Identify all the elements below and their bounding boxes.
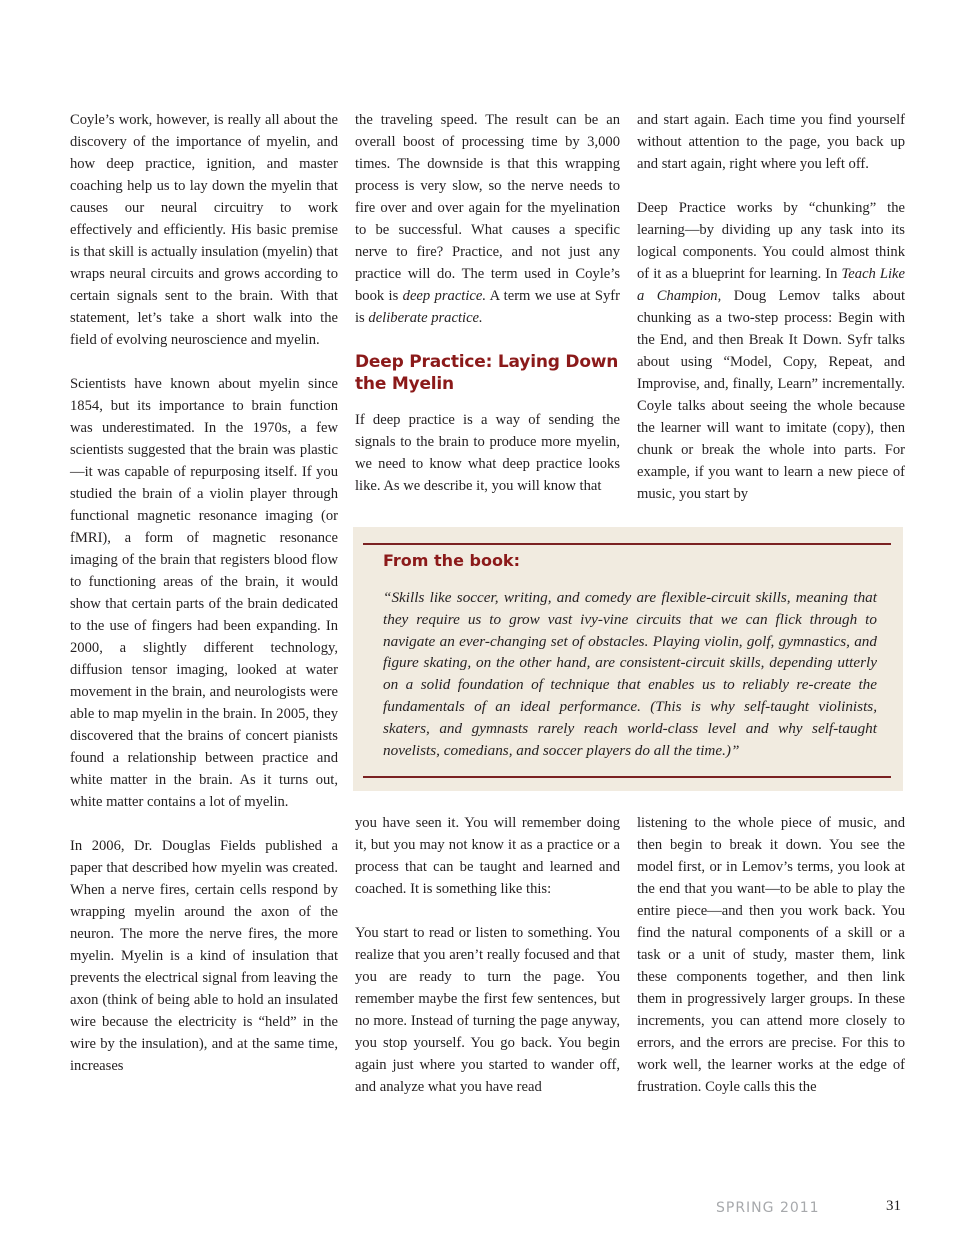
- article-column-3: [637, 109, 905, 505]
- body-paragraph: If deep practice is a way of sending the signals to the brain to produce more myelin, we need to know what deep practice looks like. As we describe it, you will know that: [355, 412, 620, 494]
- body-paragraph: [637, 197, 905, 505]
- body-paragraph: In 2006, Dr. Douglas Fields published a paper that described how myelin was created. When a nerve fires, certain cells respond by wrapping myelin around the axon of the neuron. The more the nerve fires, the more myelin. Myelin is a kind of insulation that prevents the electrical signal from leaving the axon (think of being able to hold an insulated wire because the electricity is “held” in the wire by the insulation), and at the same time, increases: [70, 838, 338, 1074]
- article-column-2: [355, 109, 620, 497]
- body-paragraph: [355, 109, 620, 329]
- section-heading: Deep Practice: Laying Down the Myelin: [355, 352, 619, 394]
- article-column-1: [70, 109, 338, 1077]
- callout-heading: From the book:: [383, 551, 520, 570]
- body-paragraph: and start again. Each time you find yourself without attention to the page, you back up and start again, right where you left off.: [637, 112, 905, 172]
- body-paragraph: Coyle’s work, however, is really all about the discovery of the importance of myelin, and how deep practice, ignition, and master coaching help us to lay down the myelin that causes our neural circuitry to work effectively and efficiently. His basic premise is that skill is actually insulation (myelin) that wraps neural circuits and grows according to certain signals sent to the brain. With that statement, let’s take a short walk into the field of evolving neuroscience and myelin.: [70, 112, 338, 348]
- body-text: Deep Practice works by “chunking” the learning—by dividing up any task into its logical components. You could almost think of it as a blueprint for learning. In: [637, 200, 905, 282]
- emphasis-text: deep practice.: [402, 288, 487, 304]
- emphasis-text: deliberate practice.: [368, 310, 483, 326]
- body-text: the traveling speed. The result can be an overall boost of processing time by 3,000 times. The downside is that this wrapping process is very slow, so the nerve needs to fire over and over again for the myelination to be successful. What causes a specific nerve to fire? Practice, and not just any practice will do. The term used in Coyle’s book is: [355, 112, 620, 304]
- article-column-3-continued: [637, 812, 905, 1098]
- article-column-2-continued: [355, 812, 620, 1098]
- book-quote-callout: [353, 527, 903, 791]
- body-paragraph: Scientists have known about myelin since 1854, but its importance to brain function was underestimated. In the 1970s, a few scientists suggested that the brain was plastic—it was capable of repurposing itself. If you studied the brain of a violin player through functional magnetic resonance imaging (or fMRI), a form of magnetic resonance imaging of the brain that registers blood flow to functioning areas of the brain, it would show that certain parts of the brain dedicated to the use of fingers had been expanding. In 2000, a slightly different technology, diffusion tensor imaging, looked at water movement in the brain, and neurologists were able to map myelin in the brain. In 2005, they discovered that the brains of concert pianists found a relationship between practice and white matter in the brain. As it turns out, white matter contains a lot of myelin.: [70, 376, 338, 810]
- callout-top-rule: [363, 543, 891, 545]
- body-paragraph: listening to the whole piece of music, and then begin to break it down. You see the model first, or in Lemov’s terms, you look at the end that you want—to be able to play the entire piece—and then you work back. You find the natural components of a skill or a task or a unit of study, master them, link these components together, and then link them in progressively larger groups. In these increments, you can attend more closely to errors, and the errors are precise. For this to work well, the learner works at the edge of frustration. Coyle calls this the: [637, 815, 905, 1095]
- body-text: A term we use at Syfr is: [355, 288, 620, 326]
- page-number: 31: [886, 1198, 901, 1214]
- issue-label: SPRING 2011: [716, 1200, 820, 1216]
- book-title: Teach Like a Champion,: [637, 266, 905, 304]
- callout-quote: “Skills like soccer, writing, and comedy are flexible-circuit skills, meaning that they require us to grow vast ivy-vine circuits that we can flick through to navigate an ever-changing set of obstacles. Playing violin, golf, gymnastics, and figure skating, on the other hand, are consistent-circuit skills, depending utterly on a solid foundation of technique that enables us to reliably re-create the fundamentals of an ideal performance. (This is why self-taught violinists, skaters, and gymnasts rarely reach world-class level and why self-taught novelists, comedians, and soccer players do all the time.)”: [383, 589, 877, 759]
- body-text: Doug Lemov talks about chunking as a two-step process: Begin with the End, and then Break It Down. Syfr talks about using “Model, Copy, Repeat, and Improvise, and, finally, Learn” incrementally. Coyle talks about seeing the whole because the learner will want to imitate (copy), then chunk or break the whole into parts. For example, if you want to learn a new piece of music, you start by: [637, 288, 905, 502]
- body-paragraph: You start to read or listen to something. You realize that you aren’t really focused and that you are ready to turn the page. You remember maybe the first few sentences, but no more. Instead of turning the page anyway, you stop yourself. You go back. You begin again just where you started to wander off, and analyze what you have read: [355, 925, 620, 1095]
- body-paragraph: you have seen it. You will remember doing it, but you may not know it as a practice or a process that can be taught and learned and coached. It is something like this:: [355, 815, 620, 897]
- callout-bottom-rule: [363, 776, 891, 778]
